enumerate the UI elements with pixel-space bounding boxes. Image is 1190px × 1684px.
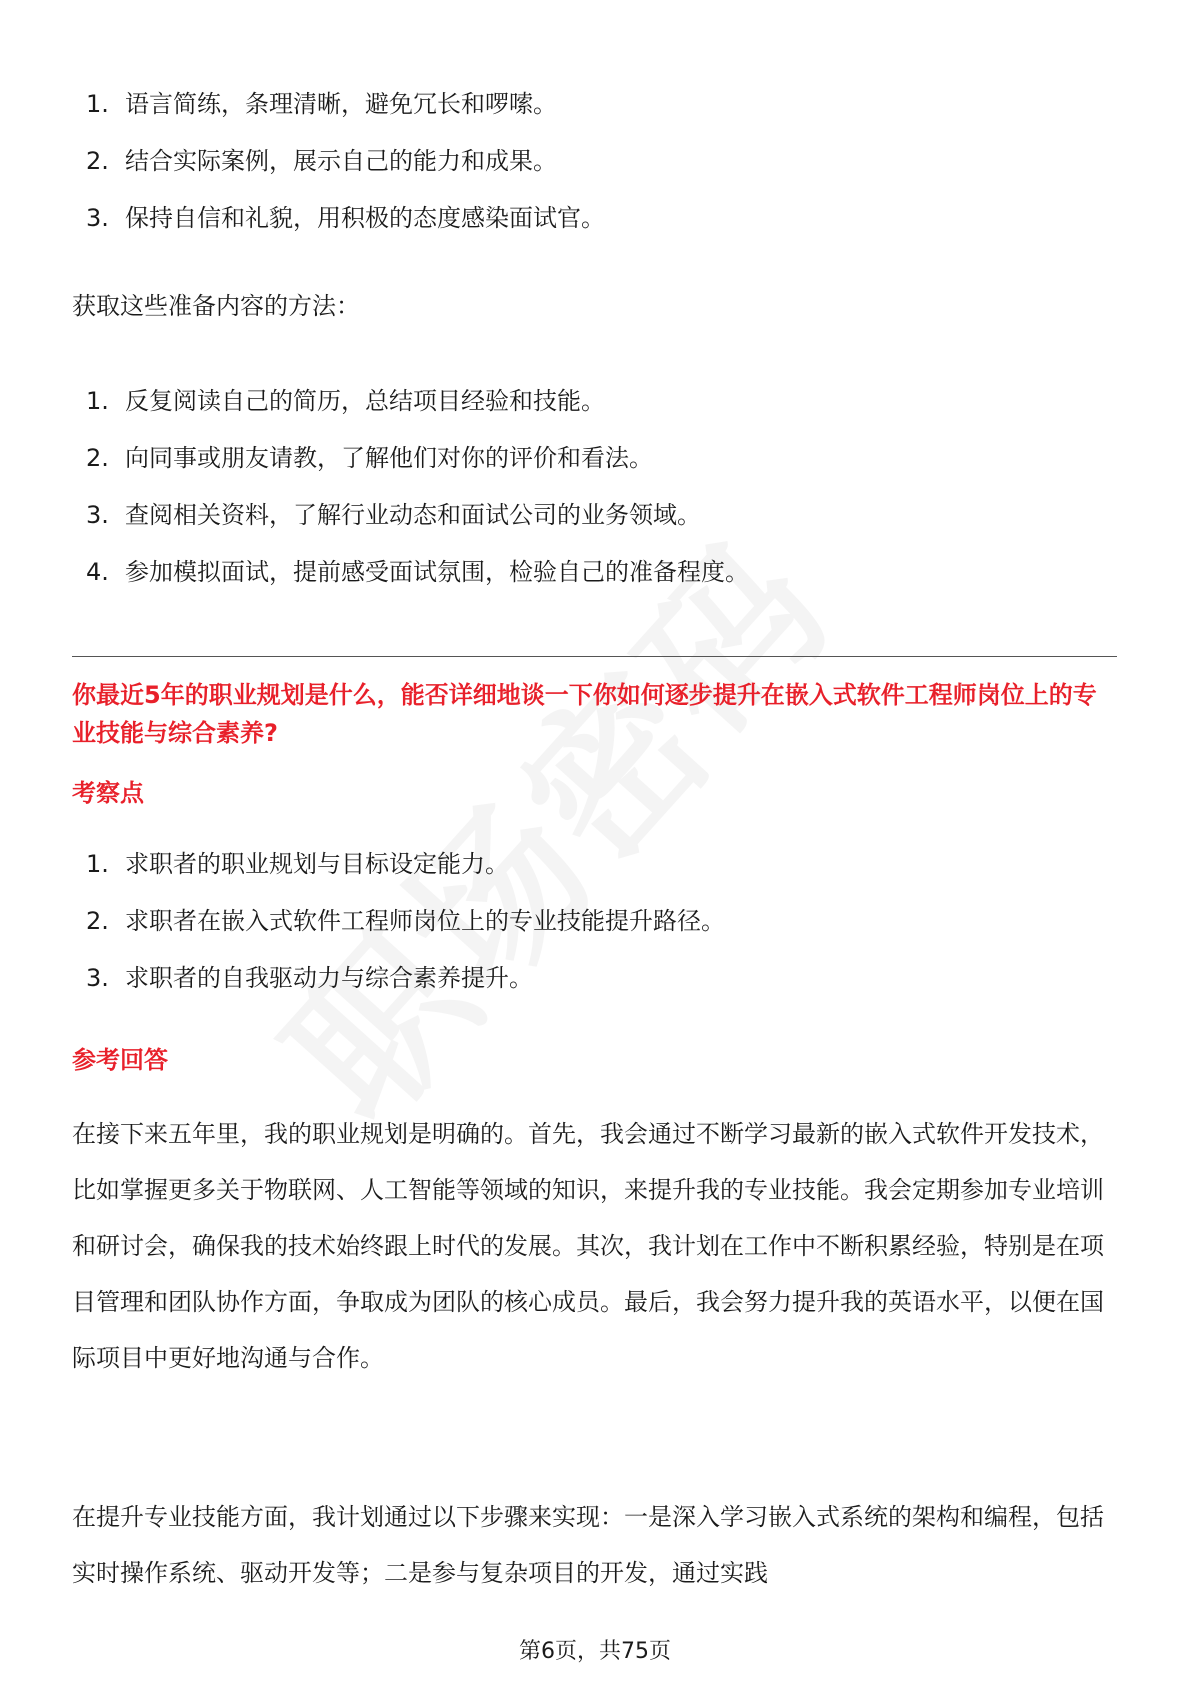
question-title: 你最近5年的职业规划是什么，能否详细地谈一下你如何逐步提升在嵌入式软件工程师岗位上的专业技能与综合素养? [72,681,1097,747]
tips-list [72,76,1117,247]
list-item: 2. 求职者在嵌入式软件工程师岗位上的专业技能提升路径。 [86,907,725,935]
exam-points-list [72,836,1117,1007]
list-item: 3. 查阅相关资料，了解行业动态和面试公司的业务领域。 [86,501,701,529]
list-item: 4. 参加模拟面试，提前感受面试氛围，检验自己的准备程度。 [86,558,749,586]
list-item: 2. 结合实际案例，展示自己的能力和成果。 [86,147,557,175]
methods-heading: 获取这些准备内容的方法： [72,292,360,320]
methods-heading-block [72,288,1117,324]
methods-list [72,373,1117,601]
list-item: 1. 反复阅读自己的简历，总结项目经验和技能。 [86,387,605,415]
section-divider [72,656,1117,657]
exam-points-list-section [72,836,1117,1007]
tips-list-section [72,76,1117,247]
answer-paragraph-1-block [72,1106,1117,1386]
list-item: 1. 求职者的职业规划与目标设定能力。 [86,850,509,878]
list-item: 3. 保持自信和礼貌，用积极的态度感染面试官。 [86,204,605,232]
exam-points-title: 考察点 [72,779,144,807]
page-footer: 第6页，共75页 [519,1639,671,1664]
list-item: 3. 求职者的自我驱动力与综合素养提升。 [86,964,533,992]
list-item: 2. 向同事或朋友请教，了解他们对你的评价和看法。 [86,444,653,472]
answer-paragraph-1: 在接下来五年里，我的职业规划是明确的。首先，我会通过不断学习最新的嵌入式软件开发技术，比如掌握更多关于物联网、人工智能等领域的知识，来提升我的专业技能。我会定期参加专业培训和研讨会，确保我的技术始终跟上时代的发展。其次，我计划在工作中不断积累经验，特别是在项目管理和团队协作方面，争取成为团队的核心成员。最后，我会努力提升我的英语水平，以便在国际项目中更好地沟通与合作。 [72,1120,1104,1372]
exam-points-block [72,773,1117,808]
answer-paragraph-2: 在提升专业技能方面，我计划通过以下步骤来实现：一是深入学习嵌入式系统的架构和编程，包括实时操作系统、驱动开发等；二是参与复杂项目的开发，通过实践 [72,1503,1104,1587]
list-item: 1. 语言简练，条理清晰，避免冗长和啰嗦。 [86,90,557,118]
answer-paragraph-2-block [72,1489,1117,1601]
reference-title: 参考回答 [72,1046,168,1074]
reference-block [72,1040,1117,1075]
methods-list-section [72,373,1117,601]
